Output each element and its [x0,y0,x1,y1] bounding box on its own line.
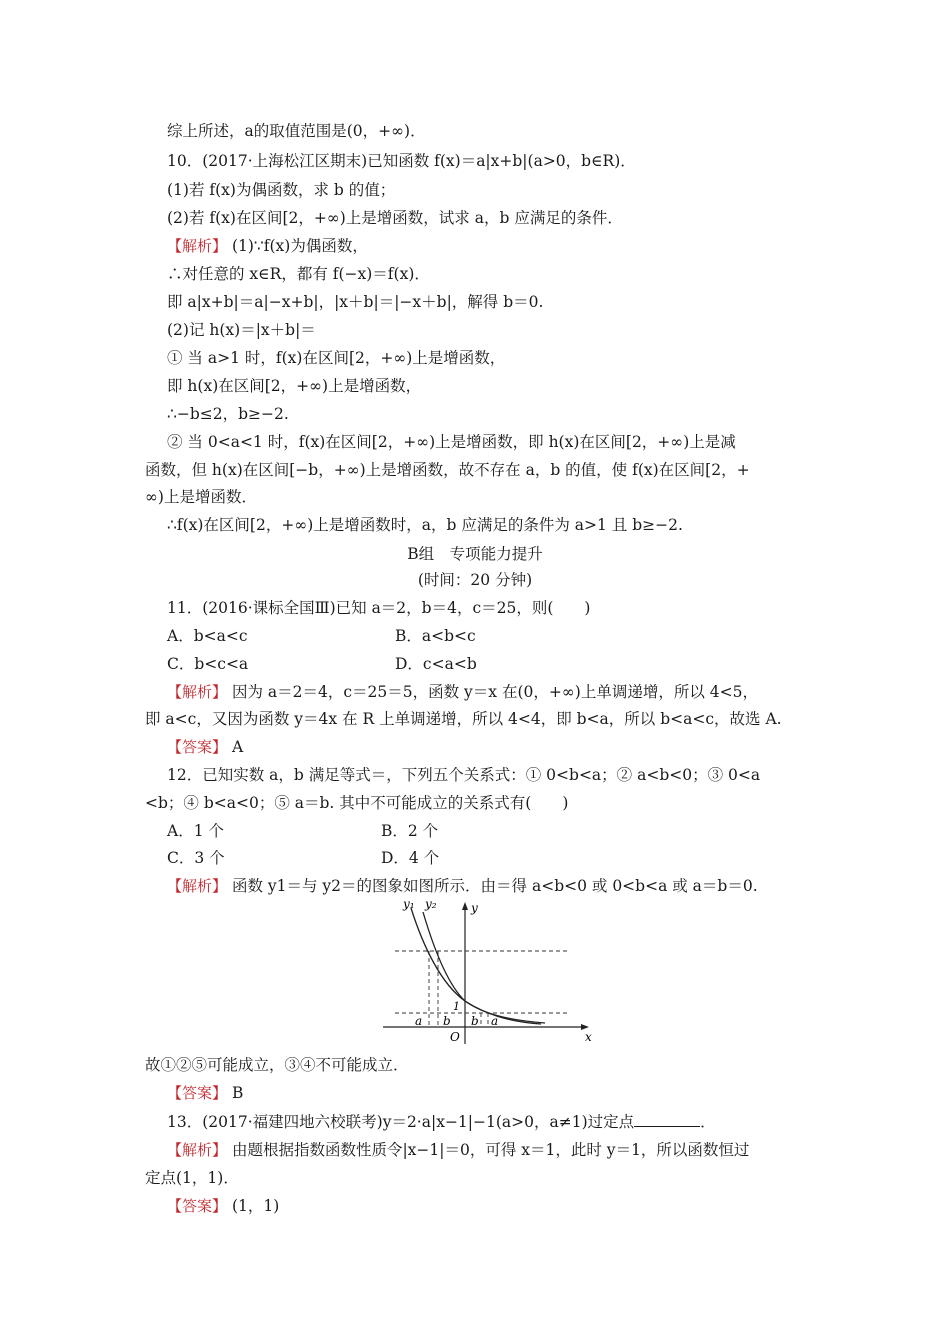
answer-blank [634,1112,700,1127]
label-b-right: b [471,1014,479,1028]
problem-11-answer [167,737,243,757]
problem-10-stem: 10．(2017·上海松江区期末)已知函数 f(x)＝a|x+b|(a>0，b∈R)． [167,152,636,170]
answer-tag: 【答案】 [167,738,228,756]
label-y1: y₁ [403,897,415,911]
answer-tag: 【答案】 [167,1197,228,1215]
answer-tag: 【答案】 [167,1084,228,1102]
answer-text: (1，1) [231,1197,280,1215]
text-line-13: 函数，但 h(x)在区间[−b，+∞)上是增函数，故不存在 a，b 的值，使 f(x)在区间[2，+ [145,461,750,479]
text-line-11: ∴−b≤2，b≥−2. [167,405,289,423]
problem-13-stem [167,1112,716,1132]
analysis-tag: 【解析】 [167,877,228,895]
label-b-left: b [443,1014,451,1028]
analysis-tag: 【解析】 [167,237,228,255]
curve-y2 [423,912,545,1023]
option-12-c: C．3 个 [167,849,225,867]
solution-text: 由题根据指数函数性质令|x−1|＝0，可得 x＝1，此时 y＝1，所以函数恒过 [231,1141,750,1159]
solution-text: (1)∵f(x)为偶函数， [231,237,368,255]
label-y: y [471,901,478,915]
option-11-b: B．a<b<c [395,627,476,645]
label-origin: O [450,1030,460,1044]
solution-text: 因为 a＝2＝4，c＝25＝5，函数 y＝x 在(0，+∞)上单调递增，所以 4<5， [231,683,758,701]
label-a-left: a [415,1014,423,1028]
text-line-33: 定点(1，1)． [145,1169,239,1187]
text-line-7: 即 a|x+b|＝a|−x+b|，|x＋b|＝|−x＋b|，解得 b＝0. [167,293,544,311]
analysis-tag: 【解析】 [167,1141,228,1159]
option-11-c: C．b<c<a [167,655,249,673]
label-x: x [585,1030,592,1044]
label-one: 1 [453,1000,460,1013]
problem-11-stem: 11．(2016·课标全国Ⅲ)已知 a＝2，b＝4，c＝25，则( ) [167,599,591,617]
solution-text: 函数 y1＝与 y2＝的图象如图所示．由＝得 a<b<0 或 0<b<a 或 a＝b＝0. [231,877,758,895]
problem-12-solution [167,876,758,896]
problem-12-conclusion: 故①②⑤可能成立，③④不可能成立． [145,1056,409,1074]
curve-y1 [411,908,541,1024]
section-time: (时间：20 分钟) [417,571,533,589]
problem-13-end: ． [700,1113,716,1131]
answer-text: B [231,1084,244,1102]
text-line-12: ② 当 0<a<1 时，f(x)在区间[2，+∞)上是增函数，即 h(x)在区间[2，+∞)上是减 [167,433,736,451]
label-y2: y₂ [425,897,437,911]
text-line-14: ∞)上是增函数． [145,488,257,506]
text-line-9: ① 当 a>1 时，f(x)在区间[2，+∞)上是增函数， [167,349,506,367]
section-title: B组 专项能力提升 [407,545,543,563]
problem-10-part-1: (1)若 f(x)为偶函数，求 b 的值； [167,181,396,199]
problem-13-solution [167,1140,749,1160]
problem-13-answer [167,1196,279,1216]
problem-11-solution [167,682,758,702]
problem-10-solution-start [167,236,368,256]
text-line-8: (2)记 h(x)＝|x＋b|＝ [167,321,316,339]
text-line-10: 即 h(x)在区间[2，+∞)上是增函数， [167,377,422,395]
text-line-15: ∴f(x)在区间[2，+∞)上是增函数时，a，b 应满足的条件为 a>1 且 b≥−2. [167,516,683,534]
text-line-6: ∴对任意的 x∈R，都有 f(−x)＝f(x)． [167,265,430,283]
function-graph [383,896,598,1046]
problem-10-part-2: (2)若 f(x)在区间[2，+∞)上是增函数，试求 a，b 应满足的条件． [167,209,623,227]
problem-12-stem: 12．已知实数 a，b 满足等式＝，下列五个关系式：① 0<b<a；② a<b<0；③ 0<a [167,766,761,784]
y-axis-arrow [462,902,468,910]
option-12-d: D．4 个 [381,849,440,867]
problem-12-stem-cont: <b；④ b<a<0；⑤ a＝b. 其中不可能成立的关系式有( ) [145,794,569,812]
option-11-a: A．b<a<c [167,627,248,645]
problem-13-text: 13．(2017·福建四地六校联考)y＝2·a|x−1|−1(a>0，a≠1)过定点 [167,1113,635,1131]
option-12-a: A．1 个 [167,822,224,840]
option-12-b: B．2 个 [381,822,439,840]
problem-12-answer [167,1083,243,1103]
answer-text: A [231,738,244,756]
text-line-22: 即 a<c，又因为函数 y＝4x 在 R 上单调递增，所以 4<4，即 b<a，所以 b<a<c，故选 A. [145,710,782,728]
label-a-right: a [491,1014,499,1028]
text-line-1: 综上所述，a的取值范围是(0，+∞)． [167,122,426,140]
analysis-tag: 【解析】 [167,683,228,701]
option-11-d: D．c<a<b [395,655,477,673]
